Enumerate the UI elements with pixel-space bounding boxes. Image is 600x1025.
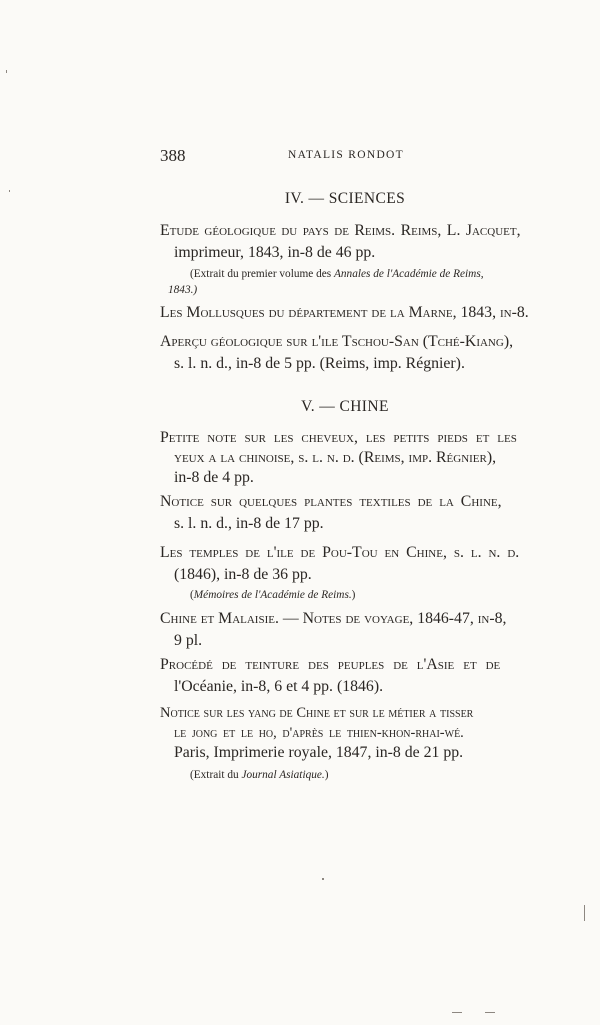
note-source: Annales de l'Académie de Reims, [334, 268, 484, 280]
entry-note [190, 588, 355, 602]
entry-note [190, 267, 484, 281]
running-title: NATALIS RONDOT [288, 149, 404, 161]
entry-line: yeux a la chinoise, s. l. n. d. (Reims, imp. Régnier), [174, 449, 497, 466]
entry-line: Procédé de teinture des peuples de l'Asie et de [160, 656, 501, 673]
entry-line: Petite note sur les cheveux, les petits pieds et les [160, 429, 517, 446]
entry-line: Paris, Imprimerie royale, 1847, in-8 de 21 pp. [174, 744, 464, 761]
scan-speck [6, 70, 7, 73]
entry-line: s. l. n. d., in-8 de 5 pp. (Reims, imp. Régnier). [174, 355, 465, 372]
scan-speck [9, 190, 10, 192]
scan-speck [485, 1012, 495, 1013]
running-head [160, 146, 530, 166]
note-text: (Extrait du premier volume des [190, 268, 332, 280]
scan-speck [584, 905, 585, 921]
entry-line: Etude géologique du pays de Reims. Reims, L. Jacquet, [160, 222, 521, 239]
entry-line: Notice sur les yang de Chine et sur le métier a tisser [160, 705, 474, 721]
note-text: (Extrait du [190, 769, 239, 781]
note-source: Journal Asiatique. [241, 769, 325, 781]
note-source: Mémoires de l'Académie de Reims. [193, 589, 352, 601]
entry-line: (1846), in-8 de 36 pp. [174, 566, 312, 583]
entry-note [190, 768, 328, 782]
note-paren: ( [190, 589, 194, 601]
entry-line: Les temples de l'ile de Pou-Tou en Chine, s. l. n. d. [160, 544, 520, 561]
entry-line: s. l. n. d., in-8 de 17 pp. [174, 515, 324, 532]
entry-line: Chine et Malaisie. — Notes de voyage, 1846-47, in-8, [160, 610, 507, 627]
note-source: 1843.) [168, 284, 198, 296]
scan-speck [452, 1012, 462, 1013]
page-number: 388 [160, 146, 186, 165]
entry-line: le jong et le ho, d'après le thien-khon-rhai-wé. [174, 725, 464, 741]
entry-line: Les Mollusques du département de la Marne, 1843, in-8. [160, 304, 529, 321]
scan-speck [322, 878, 324, 880]
entry-note [168, 283, 197, 297]
entry-line: 9 pl. [174, 632, 203, 649]
section-heading-chine: V. — CHINE [301, 398, 389, 415]
section-heading-sciences: IV. — SCIENCES [284, 190, 406, 207]
entry-line: l'Océanie, in-8, 6 et 4 pp. (1846). [174, 678, 384, 695]
note-text: ) [324, 769, 329, 781]
entry-line: Aperçu géologique sur l'ile Tschou-San (Tché-Kiang), [160, 333, 514, 350]
note-paren: ) [351, 589, 356, 601]
entry-line: Notice sur quelques plantes textiles de la Chine, [160, 493, 502, 510]
entry-line: in-8 de 4 pp. [174, 469, 254, 486]
entry-line: imprimeur, 1843, in-8 de 46 pp. [174, 244, 376, 261]
